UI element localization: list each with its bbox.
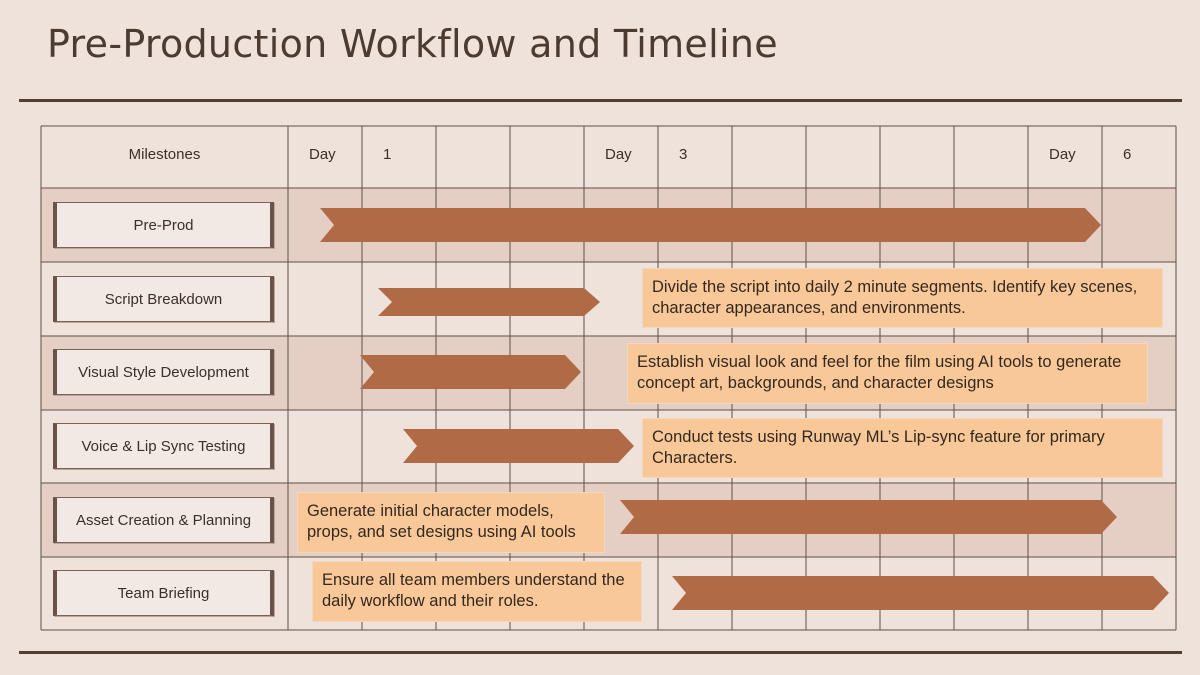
page-title: Pre-Production Workflow and Timeline xyxy=(47,22,778,66)
bar-pre-prod xyxy=(320,208,1101,242)
bottom-divider xyxy=(19,651,1182,654)
bar-asset-creation xyxy=(620,500,1117,534)
milestone-pre-prod: Pre-Prod xyxy=(53,202,274,248)
day-header-label: 3 xyxy=(679,146,688,163)
bar-team-briefing xyxy=(672,576,1169,610)
milestones-header: Milestones xyxy=(128,146,201,163)
milestone-voice-lip-sync: Voice & Lip Sync Testing xyxy=(53,423,274,469)
milestone-script-breakdown: Script Breakdown xyxy=(53,276,274,322)
day-header-label: Day xyxy=(1049,146,1076,163)
bar-voice-lip-sync xyxy=(403,429,634,463)
day-header-label: 6 xyxy=(1123,146,1132,163)
milestone-team-briefing: Team Briefing xyxy=(53,570,274,616)
note-voice-lip-sync: Conduct tests using Runway ML’s Lip-sync feature for primary Characters. xyxy=(642,418,1163,478)
milestone-asset-creation: Asset Creation & Planning xyxy=(53,497,274,543)
day-header-label: 1 xyxy=(383,146,392,163)
note-asset-creation: Generate initial character models, props, and set designs using AI tools xyxy=(297,492,605,553)
day-header-label: Day xyxy=(605,146,632,163)
note-team-briefing: Ensure all team members understand the daily workflow and their roles. xyxy=(312,561,642,622)
bar-script-breakdown xyxy=(378,288,600,316)
note-visual-style: Establish visual look and feel for the film using AI tools to generate concept art, backgrounds, and character designs xyxy=(627,343,1148,404)
bar-visual-style xyxy=(360,355,581,389)
day-header-label: Day xyxy=(309,146,336,163)
milestone-visual-style: Visual Style Development xyxy=(53,349,274,395)
note-script-breakdown: Divide the script into daily 2 minute segments. Identify key scenes, character appearances, and environments. xyxy=(642,268,1163,328)
